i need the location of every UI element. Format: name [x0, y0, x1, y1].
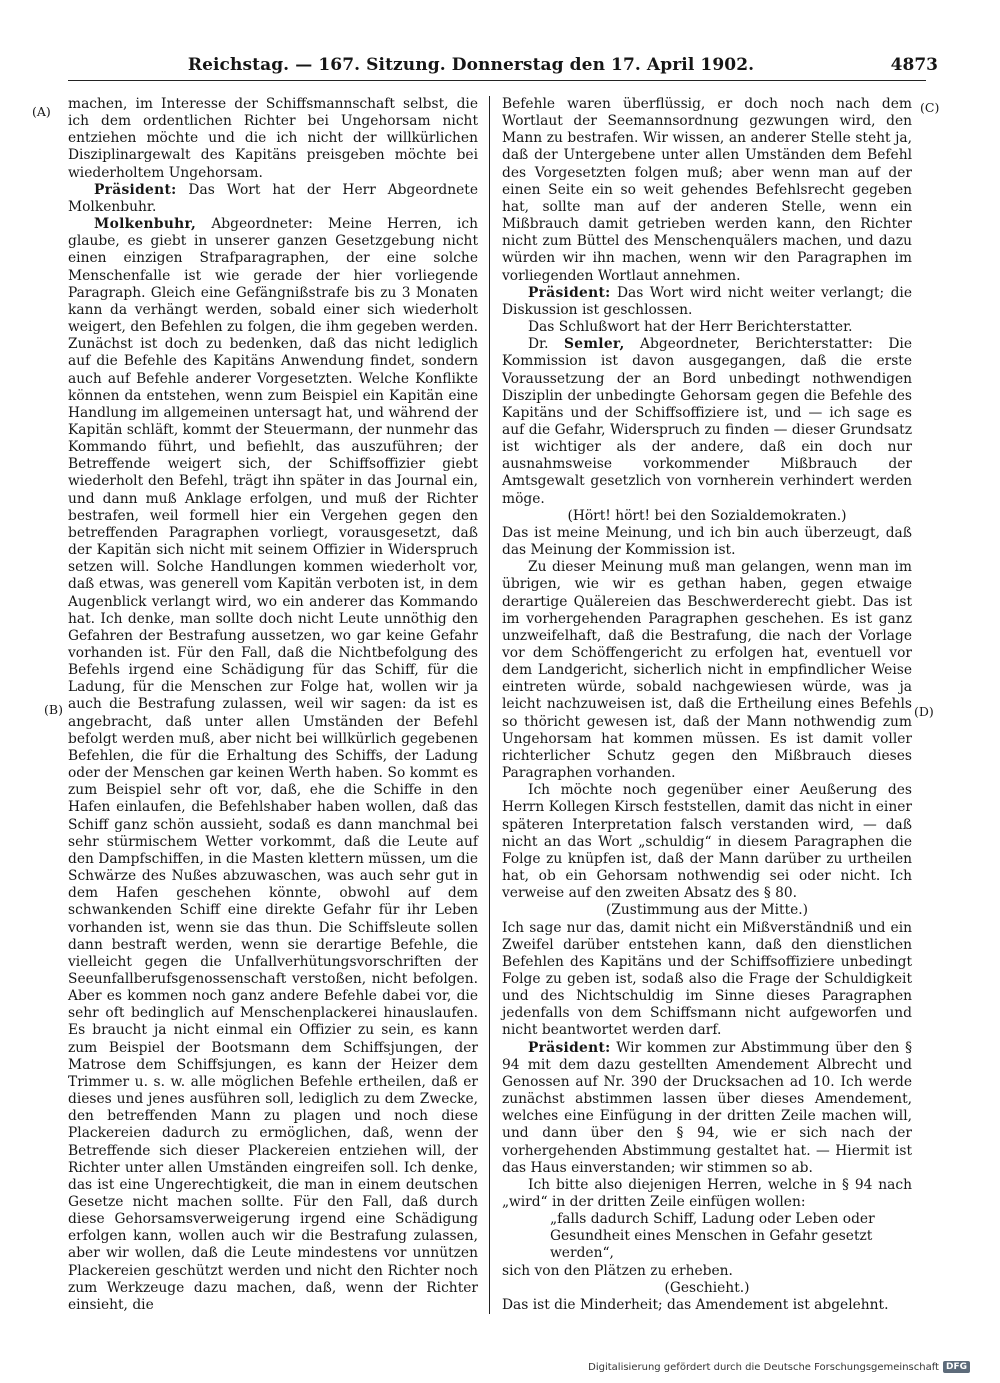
dfg-logo-icon: DFG	[943, 1361, 970, 1373]
paragraph	[502, 1040, 912, 1177]
amendment-quote: „falls dadurch Schiff, Ladung oder Leben oder Gesundheit eines Menschen in Gefahr gesetzt werden“,	[550, 1211, 875, 1262]
footer-text: Digitalisierung gefördert durch die Deutsche Forschungsgemeinschaft	[588, 1361, 939, 1373]
header-rule	[68, 80, 926, 81]
margin-marker-c: (C)	[920, 100, 940, 115]
paragraph: Ich möchte noch gegenüber einer Aeußerung des Herrn Kollegen Kirsch feststellen, damit das nicht in einer späteren Interpretation falsch verstanden wird, — daß nicht an das Wort „schuldig“ in diesem Paragraphen die Folge zu knüpfen ist, daß der Mann darüber zu urtheilen hat, ob ein Gehorsam nothwendig sei oder nicht. Ich verweise auf den zweiten Absatz des § 80.	[502, 782, 912, 902]
left-column	[68, 96, 478, 1314]
interjection: (Hört! hört! bei den Sozialdemokraten.)	[567, 507, 847, 524]
paragraph: sich von den Plätzen zu erheben.	[502, 1262, 733, 1279]
paragraph-text: Wir kommen zur Abstimmung über den § 94 mit dem dazu gestellten Amendement Albrecht und Genossen auf Nr. 390 der Drucksachen ad 10. Ich werde zunächst abstimmen lassen über dieses Amendement, welches eine Einfügung in der dritten Zeile machen will, und dann über den § 94, wie er sich nach der vorhergehenden Abstimmung gestaltet hat. — Hiermit ist das Haus einverstanden; wir stimmen so ab.	[502, 1039, 912, 1176]
page-number: 4873	[890, 55, 938, 75]
speaker-name: Präsident:	[528, 1039, 611, 1056]
paragraph: Ich sage nur das, damit nicht ein Mißverständniß und ein Zweifel darüber entstehen kann, daß den dienstlichen Befehlen des Kapitäns und der Schiffsoffiziere unbedingt Folge zu geben ist, sodaß also die Frage der Schuldigkeit und des Nichtschuldig im Sinne dieses Paragraphen jedenfalls von dem Schiffsmann nicht aufgeworfen und nicht beantwortet werden darf.	[502, 919, 912, 1039]
speaker-name: Molkenbuhr,	[94, 216, 197, 233]
paragraph	[502, 285, 912, 319]
paragraph: machen, im Interesse der Schiffsmannschaft selbst, die ich dem ordentlichen Richter bei Ungehorsam nicht entziehen möchte und die ich nicht der willkürlichen Disziplinargewalt des Kapitäns preisgeben möchte bei wiederholtem Ungehorsam.	[68, 96, 478, 181]
interjection: (Zustimmung aus der Mitte.)	[605, 902, 809, 919]
paragraph: Ich bitte also diejenigen Herren, welche in § 94 nach „wird“ in der dritten Zeile einfügen wollen:	[502, 1176, 912, 1210]
page-header	[20, 55, 938, 76]
paragraph: Das ist die Minderheit; das Amendement ist abgelehnt.	[502, 1296, 889, 1313]
margin-marker-b: (B)	[44, 702, 63, 717]
right-column	[502, 96, 912, 1314]
speaker-name: Präsident:	[94, 181, 177, 198]
speaker-name: Präsident:	[528, 284, 611, 301]
column-divider	[489, 96, 490, 1314]
paragraph-text: Das Wort wird nicht weiter verlangt; die Diskussion ist geschlossen.	[502, 284, 912, 318]
paragraph: Das Schlußwort hat der Herr Berichterstatter.	[528, 319, 853, 336]
paragraph: Zu dieser Meinung muß man gelangen, wenn man im übrigen, wie wir es gethan haben, gegen etwaige derartige Quälereien das Beschwerderecht giebt. Das ist im vorhergehenden Paragraphen geschehen. Es ist ganz unzweifelhaft, daß die Bestrafung, die nach der Vorlage vor dem Schöffengericht zu erfolgen hat, eventuell vor dem Landgericht, sicherlich nicht in empfindlicher Weise eintreten würde, sobald nachgewiesen würde, was ja leicht nachzuweisen ist, daß die Ertheilung eines Befehls so thöricht gewesen ist, daß der Mann nothwendig zum Ungehorsam hat kommen müssen. Es ist damit voller richterlicher Schutz gegen den Mißbrauch dieses Paragraphen vorhanden.	[502, 559, 912, 782]
paragraph-text: Das Wort hat der Herr Abgeordnete Molkenbuhr.	[68, 181, 478, 215]
margin-marker-d: (D)	[914, 704, 934, 719]
title-prefix: Dr.	[528, 336, 565, 353]
paragraph	[68, 216, 478, 1314]
margin-marker-a: (A)	[32, 104, 51, 119]
speaker-name: Semler,	[564, 336, 625, 353]
paragraph-text: Abgeordneter: Meine Herren, ich glaube, es giebt in unserer ganzen Gesetzgebung nicht einen einzigen Strafparagraphen, der eine solche Menschenfalle ist wie gerade der hier vorliegende Paragraph. Gleich eine Gefängnißstrafe bis zu 3 Monaten kann da verhängt werden, sobald einer sich wiederholt weigert, den Befehlen zu folgen, die ihm gegeben werden. Zunächst ist doch zu bedenken, daß das nicht lediglich auf die Befehle des Kapitäns Anwendung findet, sondern auch auf Befehle anderer Vorgesetzten. Welche Konflikte können da entstehen, wenn zum Beispiel ein Kapitän eine Handlung im allgemeinen untersagt hat, und während der Kapitän schläft, kommt der Steuermann, der nunmehr das Kommando führt, und befiehlt, das auszuführen; der Betreffende weigert sich, der Schiffsoffizier giebt wiederholt den Befehl, trägt ihn später in das Journal ein, und dann muß Anklage erfolgen, und muß der Richter bestrafen, weil formell hier ein Vergehen gegen den betreffenden Paragraphen vorliegt, vorausgesetzt, daß der Kapitän sich nicht mit seinem Offizier in Widerspruch setzen will. Solche Handlungen kommen wiederholt vor, daß etwas, was generell vom Kapitän verboten ist, in dem Augenblick verlangt wird, wo ein anderer das Kommando hat. Ich denke, man sollte doch nicht Leute unnöthig den Gefahren der Bestrafung aussetzen, wo gar keine Gefahr vorhanden ist. Für den Fall, daß die Nichtbefolgung des Befehls irgend eine Schädigung für das Schiff, für die Ladung, für die Menschen zur Folge hat, wollen wir ja auch die Bestrafung zulassen, weil wir sagen: da ist es angebracht, daß unter allen Umständen der Befehl befolgt werden muß, aber nicht bei willkürlich gegebenen Befehlen, die für die Erhaltung des Schiffs, der Ladung oder der Menschen gar keinen Werth haben. So kommt es zum Beispiel sehr oft vor, daß, ehe die Schiffe in den Hafen einlaufen, die Befehlshaber haben wollen, daß das Schiff ganz schön aussieht, sodaß es dann manchmal bei sehr stürmischem Wetter vorkommt, daß die Leute auf den Dampfschiffen, in die Masten klettern müssen, um die Schwärze des Nußes abzuwaschen, was auch sehr gut in dem Hafen geschehen könnte, obwohl auf dem schwankenden Schiff eine direkte Gefahr für ihr Leben vorhanden ist, wenn sie das thun. Die Schiffsleute sollen dann bestraft werden, wenn sie derartige Befehle, die vielleicht gegen die Unfallverhütungsvorschriften der Seeunfallberufsgenossenschaft verstoßen, nicht befolgen. Aber es kommen noch ganz andere Befehle dabei vor, die sehr oft bedinglich auf Menschenplackerei hinauslaufen. Es braucht ja nicht einmal ein Offizier zu sein, es kann zum Beispiel der Bootsmann dem Schiffsjungen, der Matrose dem Schiffsjungen, es kann der Heizer dem Trimmer u. s. w. alle möglichen Befehle ertheilen, daß er dieses und jenes ausführen soll, lediglich zu dem Zwecke, den betreffenden Mann zu plagen und noch diese Plackereien dadurch zu ermöglichen, daß, wenn der Betreffende sich dieser Plackereien entziehen will, der Richter unter allen Umständen eingreifen soll. Ich denke, das ist eine Ungerechtigkeit, die man in einem deutschen Gesetze nicht machen sollte. Für den Fall, daß durch diese Gehorsamsverweigerung irgend eine Schädigung erfolgen kann, wollen auch wir die Bestrafung zulassen, aber wir wollen, daß die Leute mindestens vor unnützen Plackereien geschützt werden und nicht den Richter noch zum Werkzeuge dazu machen, daß, wenn der Richter einsieht, die	[68, 216, 478, 1313]
interjection: (Geschieht.)	[664, 1279, 750, 1296]
paragraph: Befehle waren überflüssig, er doch noch nach dem Wortlaut der Seemannsordnung gezwungen wird, den Mann zu bestrafen. Wir wissen, an anderer Stelle steht ja, daß der Untergebene unter allen Umständen dem Befehl des Vorgesetzten folgen muß; aber wenn man auf der einen Seite ein so weit gehendes Befehlsrecht gegeben hat, sollte man auf der anderen Stelle, wenn ein Mißbrauch damit getrieben werden kann, den Richter nicht zum Büttel des Menschenquälers machen, und dazu würden wir ihn machen, wenn wir den Paragraphen im vorliegenden Wortlaut annehmen.	[502, 96, 912, 284]
paragraph	[502, 336, 912, 508]
header-title: Reichstag. — 167. Sitzung. Donnerstag den 17. April 1902.	[187, 55, 755, 75]
paragraph: Das ist meine Meinung, und ich bin auch überzeugt, daß das Meinung der Kommission ist.	[502, 524, 912, 559]
digitization-footer	[588, 1361, 970, 1373]
paragraph-text: Abgeordneter, Berichterstatter: Die Kommission ist davon ausgegangen, daß die erste Voraussetzung der an Bord unbedingt nothwendigen Disziplin der unbedingte Gehorsam gegen die Befehle des Kapitäns und der Schiffsoffiziere ist, und — ich sage es auf die Gefahr, Widerspruch zu finden — dieser Grundsatz ist wichtiger als der andere, daß ein doch nur ausnahmsweise vorkommender Mißbrauch der Amtsgewalt gesetzlich von vornherein verhindert werden möge.	[502, 336, 913, 507]
paragraph	[68, 182, 478, 216]
